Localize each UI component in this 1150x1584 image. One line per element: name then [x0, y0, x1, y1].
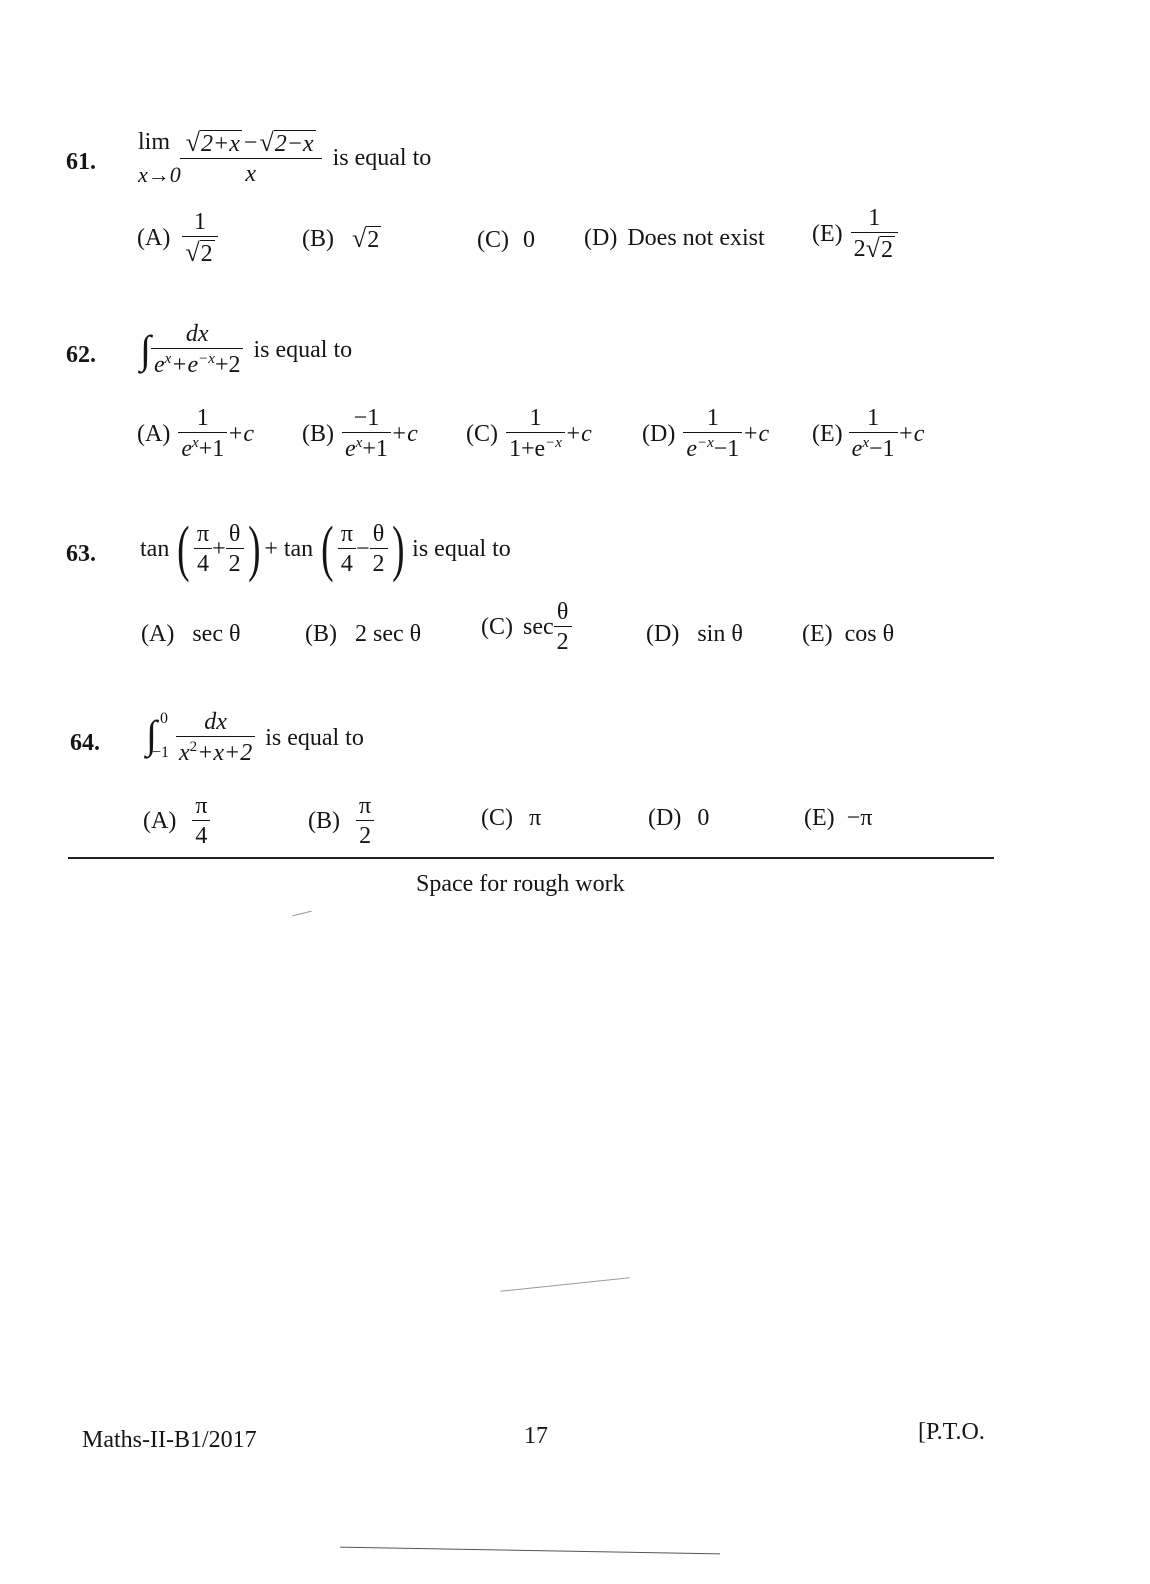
limit-fraction: √ 2+x − √ 2−x x [183, 130, 319, 186]
q62-option-a: (A) $\frac{1}{e^x+1}$ +c [137, 405, 255, 462]
q63-option-c: (C) sec $\frac{\theta}{2}$ [481, 600, 572, 654]
question-63-number: 63. [66, 541, 96, 567]
q62-option-c: (C) $\frac{1}{1+e^{-x}}$ +c [466, 405, 592, 462]
tan-label: + tan [264, 536, 314, 562]
q62-option-e: (E) $\frac{1}{e^x-1}$ +c [812, 405, 925, 462]
scan-mark [340, 1547, 720, 1555]
question-63-suffix: is equal to [412, 536, 511, 562]
option-label: (B) [305, 621, 337, 647]
q63-option-e: (E) cos θ [802, 621, 895, 647]
integrand-fraction: $\frac{dx}{x^2+x+2}$ [176, 710, 255, 765]
option-label: (C) [481, 614, 513, 640]
q64-option-a: (A) $\frac{\pi}{4}$ [143, 794, 210, 848]
question-61-stem [138, 130, 431, 186]
question-61-suffix: is equal to [332, 145, 432, 171]
q63-option-a: (A) sec θ [141, 621, 241, 647]
tan-label: tan [140, 536, 170, 562]
scan-mark [500, 1277, 629, 1292]
option-label: (A) [137, 420, 171, 447]
option-label: (E) [812, 221, 843, 247]
option-label: (B) [302, 226, 334, 252]
q63-option-b: (B) 2 sec θ [305, 621, 422, 647]
lim-subscript: x→0 [138, 162, 181, 187]
integrand-fraction: $\frac{dx}{e^x+e^{-x}+2}$ [151, 322, 244, 377]
option-label: (D) [648, 805, 682, 831]
integral-sign: ∫ [146, 711, 157, 757]
sqrt-2-minus-x: 2−x [274, 131, 314, 157]
question-62-stem [140, 322, 352, 377]
question-64-stem [146, 710, 364, 765]
q62-option-d: (D) $\frac{1}{e^{-x}-1}$ +c [642, 405, 770, 462]
question-63-stem: tan ( $\frac{\pi}{4}$ + $\frac{\theta}{2}$ ) + tan ( $\frac{\pi}{4}$ − $\frac{\theta}{2}$ ) is equal to [140, 515, 511, 583]
lim-label: lim [138, 129, 171, 155]
pto-label: [P.T.O. [918, 1419, 985, 1445]
option-label: (D) [646, 621, 680, 647]
page-number: 17 [524, 1423, 548, 1449]
lower-limit: −1 [152, 743, 170, 761]
question-64-suffix: is equal to [265, 724, 364, 751]
option-a-fraction: 1 √ 2 [182, 210, 217, 266]
option-label: (B) [308, 808, 340, 834]
q61-option-b: (B) √ 2 [302, 224, 380, 253]
question-62-suffix: is equal to [253, 336, 353, 363]
q64-option-b: (B) $\frac{\pi}{2}$ [308, 794, 374, 848]
option-label: (C) [477, 227, 509, 253]
option-label: (D) [642, 420, 676, 447]
question-64-number: 64. [70, 730, 100, 756]
option-label: (C) [466, 420, 498, 447]
q63-option-d: (D) sin θ [646, 621, 743, 647]
q61-option-d: (D) Does not exist [584, 225, 765, 251]
section-divider [68, 857, 994, 859]
scan-mark [292, 911, 312, 917]
q61-option-e [812, 206, 898, 262]
q61-option-a [137, 210, 218, 266]
q61-option-c: (C) 0 [477, 227, 535, 253]
question-62-number: 62. [66, 342, 96, 368]
minus-sign: − [243, 130, 258, 156]
option-label: (A) [137, 225, 171, 251]
limit-denominator: x [180, 158, 322, 186]
option-label: (C) [481, 805, 513, 831]
q64-option-c: (C) π [481, 805, 542, 831]
footer-code: Maths-II-B1/2017 [82, 1427, 257, 1453]
q64-option-d: (D) 0 [648, 805, 710, 831]
option-e-fraction: 1 2 √ 2 [851, 206, 898, 262]
option-label: (B) [302, 420, 334, 447]
upper-limit: 0 [160, 709, 168, 727]
option-label: (E) [804, 805, 835, 831]
option-label: (A) [143, 808, 177, 834]
q62-option-b: (B) $\frac{-1}{e^x+1}$ +c [302, 405, 418, 462]
option-label: (E) [812, 420, 843, 447]
option-label: (D) [584, 225, 618, 251]
option-label: (A) [141, 621, 175, 647]
sqrt-2-plus-x: 2+x [201, 131, 240, 157]
option-label: (E) [802, 621, 833, 647]
integral-sign: ∫ [140, 326, 151, 372]
rough-work-label: Space for rough work [416, 871, 625, 897]
question-61-number: 61. [66, 149, 96, 175]
q64-option-e: (E) −π [804, 805, 873, 831]
